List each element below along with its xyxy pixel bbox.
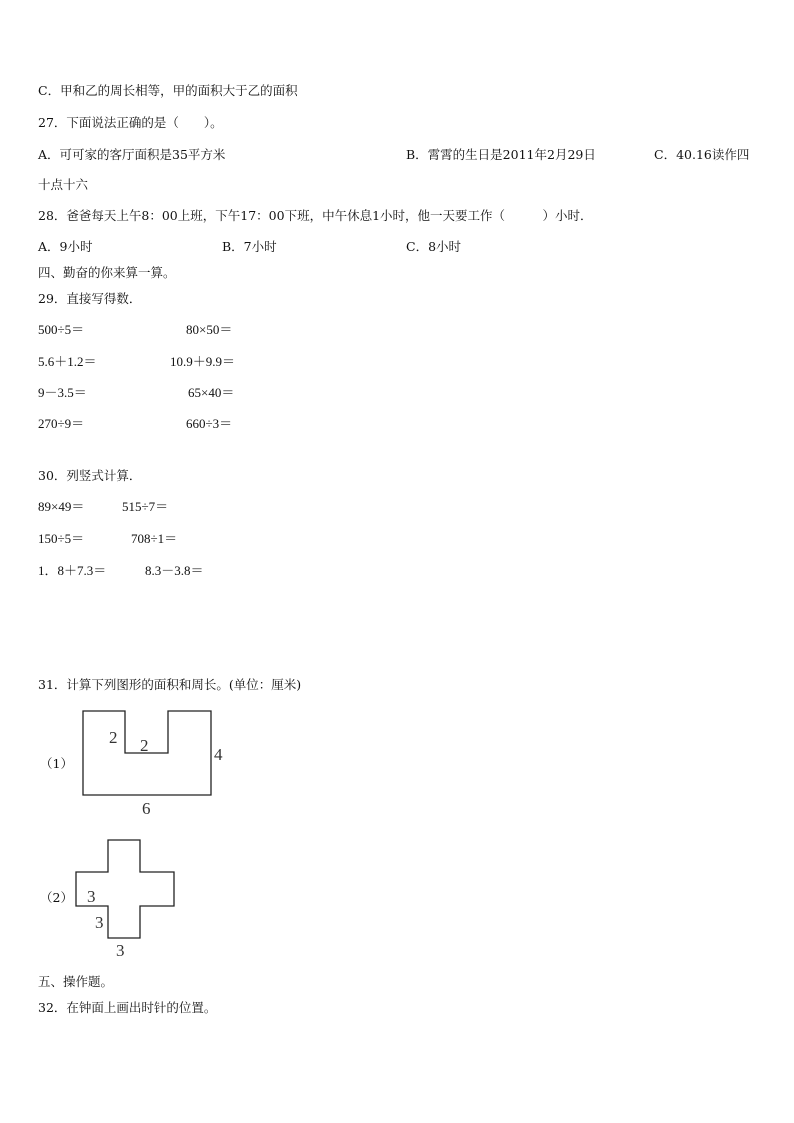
- q30-item: 515÷7＝: [122, 499, 169, 514]
- q27-option-c-continued: 十点十六: [38, 177, 89, 192]
- q29-item: 660÷3＝: [186, 416, 233, 431]
- q26-option-c: C．甲和乙的周长相等，甲的面积大于乙的面积: [38, 83, 298, 98]
- q28-title: 28．爸爸每天上午8：00上班，下午17：00下班，中午休息1小时，他一天要工作（ ）小时．: [38, 208, 593, 223]
- q30-item: 150÷5＝: [38, 531, 85, 546]
- q28-option-a: A．9小时: [38, 239, 93, 254]
- figure-2-dim-label: 3: [95, 913, 104, 932]
- q30-item: 89×49＝: [38, 499, 85, 514]
- figure-2-dim-label: 3: [87, 887, 96, 906]
- q27-option-b: B．霄霄的生日是2011年2月29日: [406, 147, 596, 162]
- q29-item: 65×40＝: [188, 385, 235, 400]
- q30-item: 1．8＋7.3＝: [38, 563, 107, 578]
- figure-2-dim-label: 3: [116, 941, 125, 960]
- q27-option-c: C．40.16读作四: [654, 147, 750, 162]
- q32-title: 32．在钟面上画出时针的位置。: [38, 1000, 217, 1015]
- figure-1-dim-label: 2: [140, 736, 149, 755]
- q29-item: 10.9＋9.9＝: [170, 354, 236, 369]
- section-5-heading: 五、操作题。: [38, 974, 114, 989]
- q28-option-b: B．7小时: [222, 239, 277, 254]
- q30-title: 30．列竖式计算．: [38, 468, 142, 483]
- q30-item: 8.3－3.8＝: [145, 563, 204, 578]
- q29-item: 270÷9＝: [38, 416, 85, 431]
- q29-item: 500÷5＝: [38, 322, 85, 337]
- figure-1-dim-label: 6: [142, 799, 151, 818]
- q29-item: 80×50＝: [186, 322, 233, 337]
- section-4-heading: 四、勤奋的你来算一算。: [38, 265, 176, 280]
- figure-1-dim-label: 2: [109, 728, 118, 747]
- figure-2-label: （2）: [40, 890, 73, 905]
- figure-2-cross-shape: [72, 836, 182, 962]
- q28-option-c: C．8小时: [406, 239, 462, 254]
- q27-option-a: A．可可家的客厅面积是35平方米: [38, 147, 226, 162]
- q30-item: 708÷1＝: [131, 531, 178, 546]
- q27-title: 27．下面说法正确的是（ ）。: [38, 115, 223, 130]
- figure-1-label: （1）: [40, 756, 73, 771]
- q31-title: 31．计算下列图形的面积和周长。(单位：厘米): [38, 677, 302, 692]
- figure-1-dim-label: 4: [214, 745, 223, 764]
- q29-item: 9－3.5＝: [38, 385, 87, 400]
- q29-item: 5.6＋1.2＝: [38, 354, 97, 369]
- figure-1-u-shape: [78, 706, 238, 818]
- q29-title: 29．直接写得数．: [38, 291, 142, 306]
